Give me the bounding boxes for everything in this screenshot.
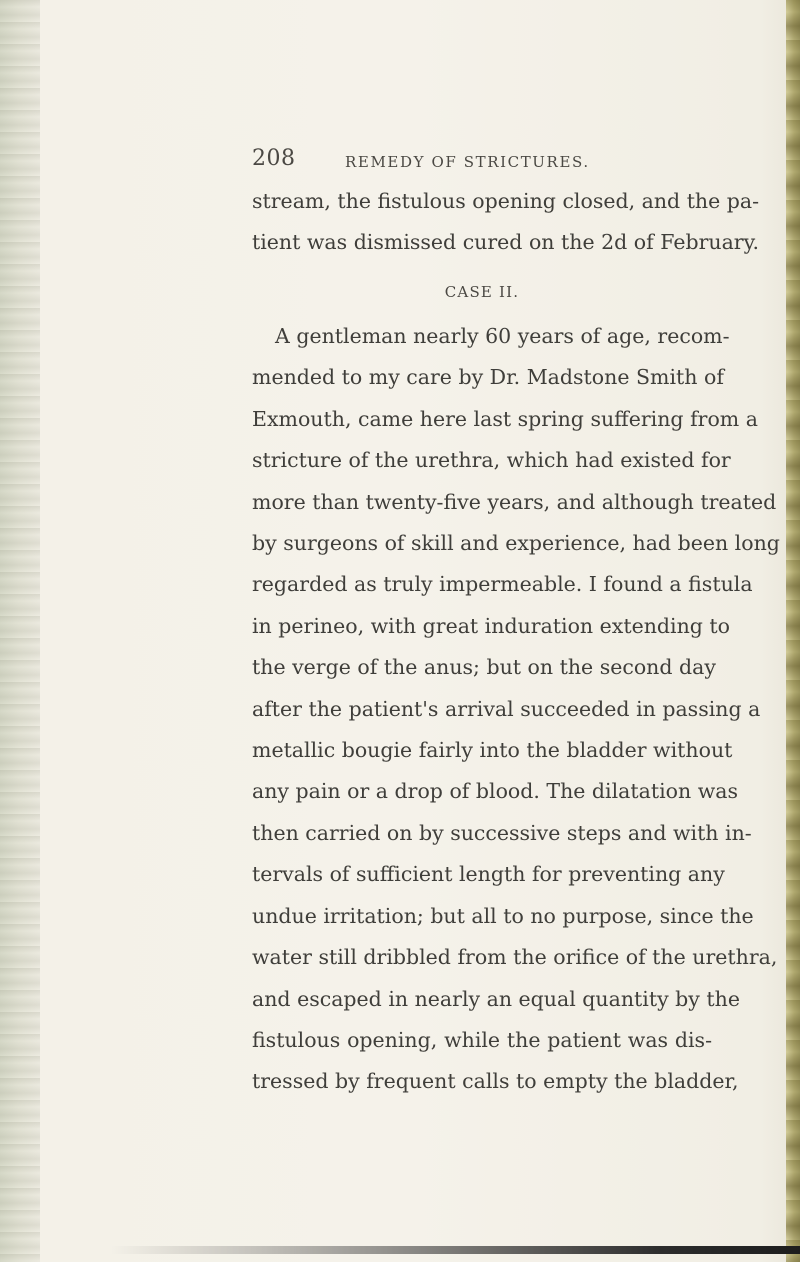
text-line: A gentleman nearly 60 years of age, recom- [275,324,730,348]
text-line: by surgeons of skill and experience, had been long [252,531,780,556]
text-line: metallic bougie fairly into the bladder without [252,738,733,763]
text-line: tervals of sufficient length for preventing any [252,862,725,887]
text-line: the verge of the anus; but on the second day [252,655,716,680]
text-line: more than twenty-five years, and although treated [252,489,777,514]
case-paragraph [252,316,780,1103]
text-line: then carried on by successive steps and with in- [252,820,752,845]
text-line: regarded as truly impermeable. I found a fistula [252,572,753,597]
paragraph-continued [252,181,760,264]
page-right-edge [786,0,800,1262]
page-binding-edge [0,0,40,1262]
text-line: undue irritation; but all to no purpose, since the [252,903,754,928]
text-line: tressed by frequent calls to empty the bladder, [252,1069,739,1094]
text-line: mended to my care by Dr. Madstone Smith of [252,365,724,390]
text-line: any pain or a drop of blood. The dilatation was [252,779,738,804]
page-number: 208 [252,146,296,171]
text-line: water still dribbled from the orifice of the urethra, [252,945,778,970]
case-heading: CASE II. [444,283,520,301]
text-line: fistulous opening, while the patient was dis- [252,1027,712,1052]
text-line: after the patient's arrival succeeded in passing a [252,696,761,721]
text-line: stream, the fistulous opening closed, and the pa- [252,189,760,213]
text-line: in perineo, with great induration extending to [252,613,731,638]
page-bottom-shadow [110,1246,800,1254]
text-line: and escaped in nearly an equal quantity by the [252,986,740,1011]
text-line: stricture of the urethra, which had existed for [252,448,731,473]
text-line: Exmouth, came here last spring suffering from a [252,406,758,431]
text-line: tient was dismissed cured on the 2d of February. [252,230,759,255]
page-header [252,146,712,180]
running-head: REMEDY OF STRICTURES. [345,153,590,171]
